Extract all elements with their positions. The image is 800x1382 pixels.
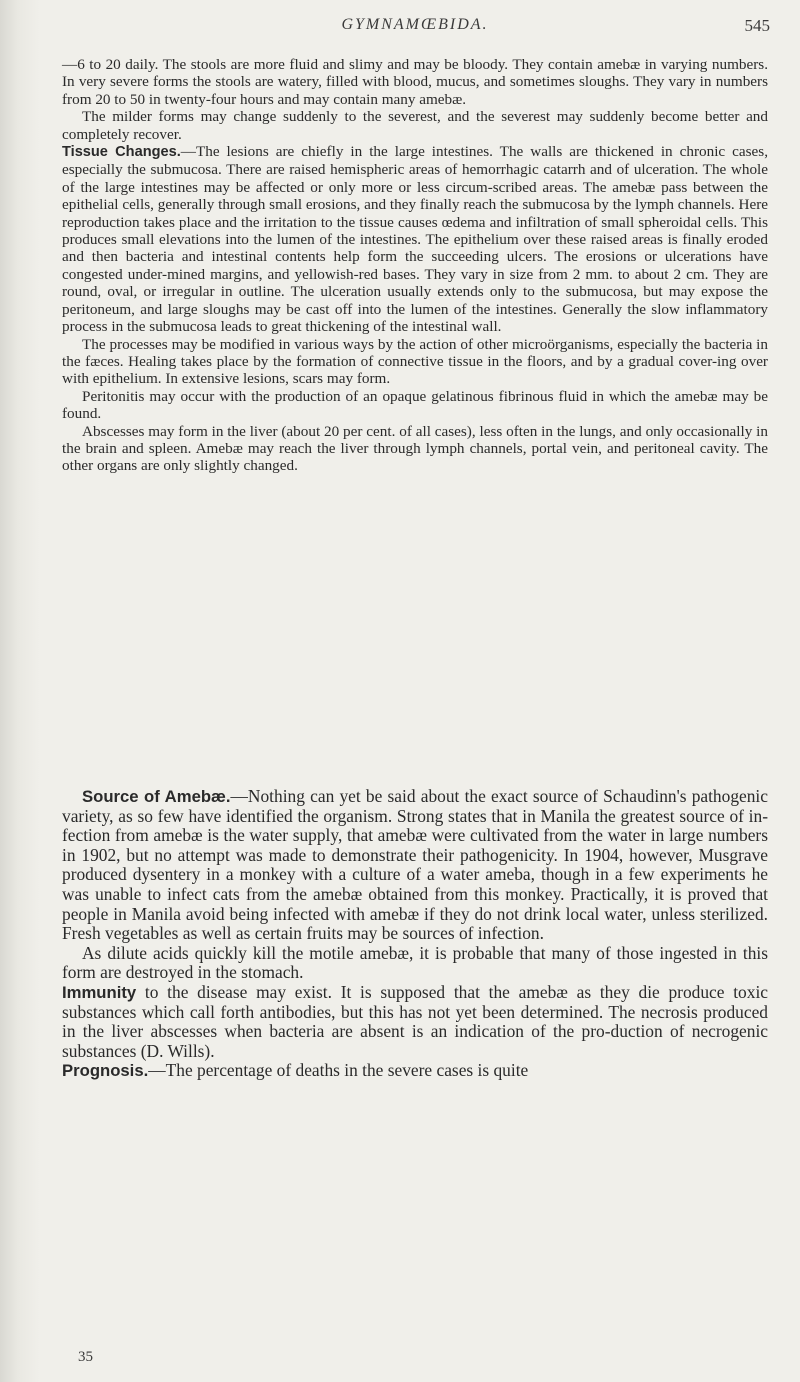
section-heading: Immunity: [62, 982, 137, 1002]
running-title: GYMNAMŒBIDA.: [341, 16, 489, 33]
paragraph-immunity: Immunity to the disease may exist. It is supposed that the amebæ as they die produce toxic substances which call forth antibodies, but this has not yet been determined. The necrosis produced in the liver abscesses when bacteria are absent is an indication of the pro-duction of necrogenic substances (D. Wills).: [62, 981, 768, 1061]
paragraph: —6 to 20 daily. The stools are more fluid and slimy and may be bloody. They contain amebæ in varying numbers. In very severe forms the stools are watery, filled with blood, mucus, and sometimes sloughs. They vary in numbers from 20 to 50 in twenty-four hours and may contain many amebæ.: [62, 56, 768, 108]
large-print-section: [62, 787, 768, 1081]
signature-mark: 35: [78, 1349, 93, 1365]
paragraph: As dilute acids quickly kill the motile amebæ, it is probable that many of those ingested in this form are destroyed in the stomach.: [62, 942, 768, 983]
paragraph: Peritonitis may occur with the production of an opaque gelatinous fibrinous fluid in which the amebæ may be found.: [62, 387, 768, 423]
page-number: 545: [744, 16, 770, 35]
section-heading: Source of Amebæ.: [82, 787, 231, 806]
paragraph-prognosis: Prognosis.—The percentage of deaths in the severe cases is quite: [62, 1060, 529, 1081]
paragraph-source-of-amebae: Source of Amebæ.—Nothing can yet be said about the exact source of Schaudinn's pathogenic variety, as so few have identified the organism. Strong states that in Manila the greatest source of in-fection from amebæ is the water supply, that amebæ were cultivated from the water in large numbers in 1902, but no attempt was made to demonstrate their pathogenicity. In 1904, however, Musgrave produced dysentery in a monkey with a culture of a water ameba, though in a few experiments he was unable to infect cats from the amebæ obtained from this monkey. Practically, it is proved that people in Manila avoid being infected with amebæ if they do not drink local water, unless sterilized. Fresh vegetables as well as certain fruits may be sources of infection.: [62, 786, 768, 944]
section-heading: Prognosis.: [62, 1061, 149, 1081]
paragraph-tissue-changes: Tissue Changes.—The lesions are chiefly in the large intestines. The walls are thickened in chronic cases, especially the submucosa. There are raised hemispheric areas of hemorrhagic catarrh and of ulceration. The whole of the large intestines may be affected or only more or less circum-scribed areas. The amebæ pass between the epithelial cells, generally through small erosions, and they finally reach the submucosa by the lymph channels. Here reproduction takes place and the irritation to the tissue causes œdema and infiltration of small spheroidal cells. This produces small elevations into the lumen of the intestines. The epithelium over these raised areas is finally eroded and then bacteria and intestinal contents help form the succeeding ulcers. The erosions or ulcerations have congested under-mined margins, and yellowish-red bases. They vary in size from 2 mm. to about 2 cm. They are round, oval, or irregular in outline. The ulceration usually extends only to the submucosa, but may expose the peritoneum, and large sloughs may be cast off into the lumen of the intestines. Generally the slow inflammatory process in the submucosa leads to great thickening of the intestinal wall.: [62, 143, 768, 336]
paragraph: Abscesses may form in the liver (about 20 per cent. of all cases), less often in the lungs, and only occasionally in the brain and spleen. Amebæ may reach the liver through lymph channels, portal vein, and peritoneal cavity. The other organs are only slightly changed.: [62, 422, 768, 475]
small-print-section: [62, 56, 768, 475]
page-header: [60, 16, 770, 40]
paragraph: The processes may be modified in various ways by the action of other microörganisms, especially the bacteria in the fæces. Healing takes place by the formation of connective tissue in the floors, and by a gradual cover-ing over with epithelium. In extensive lesions, scars may form.: [62, 335, 768, 388]
section-heading: Tissue Changes.: [62, 144, 181, 161]
paragraph: The milder forms may change suddenly to the severest, and the severest may suddenly become better and completely recover.: [62, 108, 768, 143]
